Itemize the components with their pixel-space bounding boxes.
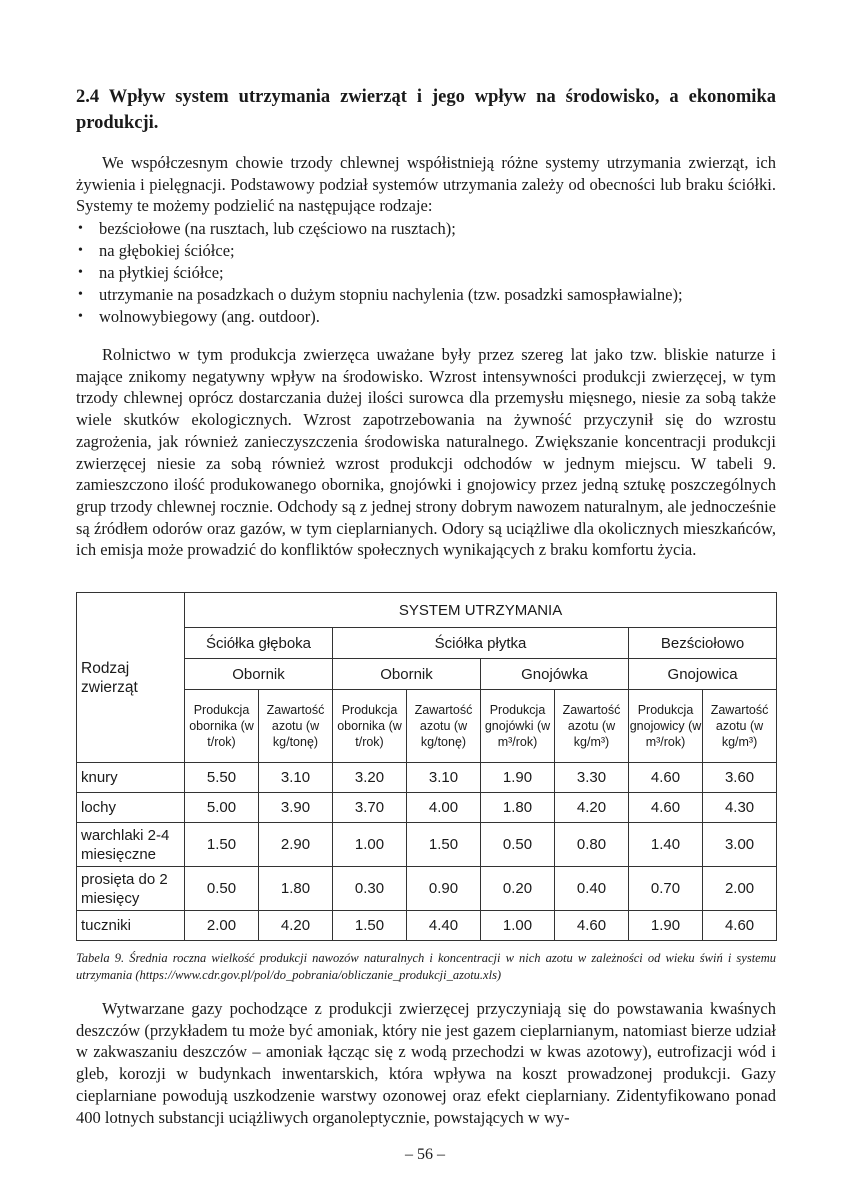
table-cell: 1.40 [629,823,703,867]
table-row [77,763,777,793]
table-row [77,793,777,823]
manure-table [76,592,777,941]
system-name: Ściółka głęboka [185,628,333,659]
bullet-icon: • [78,243,83,258]
table-cell: 1.50 [407,823,481,867]
table-caption: Tabela 9. Średnia roczna wielkość produkcji nawozów naturalnych i koncentracji w nich azotu w zależności od wieku świń i systemu utrzymania (https://www.cdr.gov.pl/pol/do_pobrania/obliczanie_produkcji_azotu.xls) [76,951,776,982]
table-cell: 0.20 [481,867,555,911]
column-header: Zawartość azotu (w kg/m³) [703,690,777,763]
table-cell: 2.90 [259,823,333,867]
table-cell: 0.90 [407,867,481,911]
list-item: • utrzymanie na posadzkach o dużym stopniu nachylenia (tzw. posadzki samospławialne); [78,285,683,304]
row-label: lochy [77,793,185,823]
table-cell: 0.50 [481,823,555,867]
column-header: Zawartość azotu (w kg/tonę) [407,690,481,763]
column-header: Produkcja gnojowicy (w m³/rok) [629,690,703,763]
table-cell: 3.70 [333,793,407,823]
table-cell: 1.50 [185,823,259,867]
table-cell: 4.30 [703,793,777,823]
table-cell: 4.20 [555,793,629,823]
table-cell: 1.80 [481,793,555,823]
page-number: – 56 – [405,1146,445,1163]
list-item: • wolnowybiegowy (ang. outdoor). [78,307,320,326]
table-cell: 4.60 [703,911,777,941]
table-cell: 1.90 [481,763,555,793]
table-cell: 2.00 [185,911,259,941]
table-cell: 1.00 [481,911,555,941]
table-cell: 0.80 [555,823,629,867]
table-row [77,823,777,867]
table-cell: 4.60 [629,793,703,823]
bullet-icon: • [78,309,83,324]
table-cell: 5.00 [185,793,259,823]
fertilizer-name: Obornik [185,659,333,690]
bullet-icon: • [78,287,83,302]
column-header: Produkcja obornika (w t/rok) [185,690,259,763]
table-cell: 5.50 [185,763,259,793]
column-header: Produkcja obornika (w t/rok) [333,690,407,763]
table-cell: 1.90 [629,911,703,941]
fertilizer-name: Gnojowica [629,659,777,690]
column-header: Zawartość azotu (w kg/m³) [555,690,629,763]
row-label: prosięta do 2 miesięcy [77,867,185,911]
table-cell: 0.40 [555,867,629,911]
table-cell: 0.30 [333,867,407,911]
table-cell: 1.00 [333,823,407,867]
table-cell: 3.60 [703,763,777,793]
table-row [77,911,777,941]
intro-paragraph: We współczesnym chowie trzody chlewnej współistnieją różne systemy utrzymania zwierząt, ich żywienia i pielęgnacji. Podstawowy podział systemów utrzymania zależy od obecności lub braku ściółki. Systemy te możemy podzielić na następujące rodzaje: [76,153,776,216]
table-cell: 0.50 [185,867,259,911]
table-cell: 3.10 [259,763,333,793]
bullet-list [76,218,776,328]
table-cell: 3.30 [555,763,629,793]
body-paragraph-2: Rolnictwo w tym produkcja zwierzęca uważane były przez szereg lat jako tzw. bliskie naturze i mające znikomy negatywny wpływ na środowisko. Wzrost intensywności produkcji zwierzęcej, w tym trzody chlewnej oprócz dostarczania dużej ilości surowca dla przemysłu mięsnego, niesie za sobą także wiele skutków ekologicznych. Wzrost zapotrzebowania na żywność przyczynił się do wzrostu zagrożenia, jak również zanieczyszczenia środowiska naturalnego. Zwiększanie koncentracji produkcji zwierzęcej niesie za sobą również wzrost produkcji odchodów w jednym miejscu. W tabeli 9. zamieszczono ilość produkowanego obornika, gnojówki i gnojowicy przez jedną sztukę poszczególnych grup trzody chlewnej rocznie. Odchody są z jednej strony dobrym nawozem naturalnym, ale jednocześnie są źródłem odorów oraz gazów, w tym cieplarnianych. Odory są uciążliwe dla okolicznych mieszkańców, ich emisja może prowadzić do konfliktów społecznych wynikających z braku komfortu życia. [76,345,776,560]
section-heading: 2.4 Wpływ system utrzymania zwierząt i jego wpływ na środowisko, a ekonomika produkcji. [76,87,776,133]
table-cell: 3.10 [407,763,481,793]
list-item: • na głębokiej ściółce; [78,241,235,260]
table-cell: 1.80 [259,867,333,911]
table-cell: 0.70 [629,867,703,911]
table-cell: 3.00 [703,823,777,867]
table-cell: 4.00 [407,793,481,823]
body-paragraph-3: Wytwarzane gazy pochodzące z produkcji zwierzęcej przyczyniają się do powstawania kwaśnych deszczów (przykładem tu może być amoniak, który nie jest gazem cieplarnianym, natomiast bierze udział w zakwaszaniu deszczów – amoniak łącząc się z wodą przechodzi w kwas azotowy), eutrofizacji wód i gleb, korozji w budynkach inwentarskich, która wpływa na koszt prowadzonej produkcji. Gazy cieplarniane powodują uszkodzenie warstwy ozonowej oraz efekt cieplarniany. Zidentyfikowano ponad 400 lotnych substancji uciążliwych organoleptycznie, powstających w wy- [76,999,776,1127]
category-header: Rodzaj zwierząt [77,593,185,763]
table-cell: 3.90 [259,793,333,823]
list-item: • bezściołowe (na rusztach, lub częściowo na rusztach); [78,219,456,238]
table-cell: 4.40 [407,911,481,941]
row-label: warchlaki 2-4 miesięczne [77,823,185,867]
bullet-icon: • [78,265,83,280]
table-cell: 4.60 [555,911,629,941]
fertilizer-name: Obornik [333,659,481,690]
system-name: Ściółka płytka [333,628,629,659]
fertilizer-name: Gnojówka [481,659,629,690]
system-name: Bezściołowo [629,628,777,659]
bullet-icon: • [78,221,83,236]
table-row [77,867,777,911]
system-header: SYSTEM UTRZYMANIA [185,593,777,628]
table-cell: 3.20 [333,763,407,793]
table-cell: 4.20 [259,911,333,941]
row-label: tuczniki [77,911,185,941]
row-label: knury [77,763,185,793]
column-header: Zawartość azotu (w kg/tonę) [259,690,333,763]
list-item: • na płytkiej ściółce; [78,263,224,282]
table-cell: 1.50 [333,911,407,941]
column-header: Produkcja gnojówki (w m³/rok) [481,690,555,763]
table-cell: 4.60 [629,763,703,793]
table-cell: 2.00 [703,867,777,911]
